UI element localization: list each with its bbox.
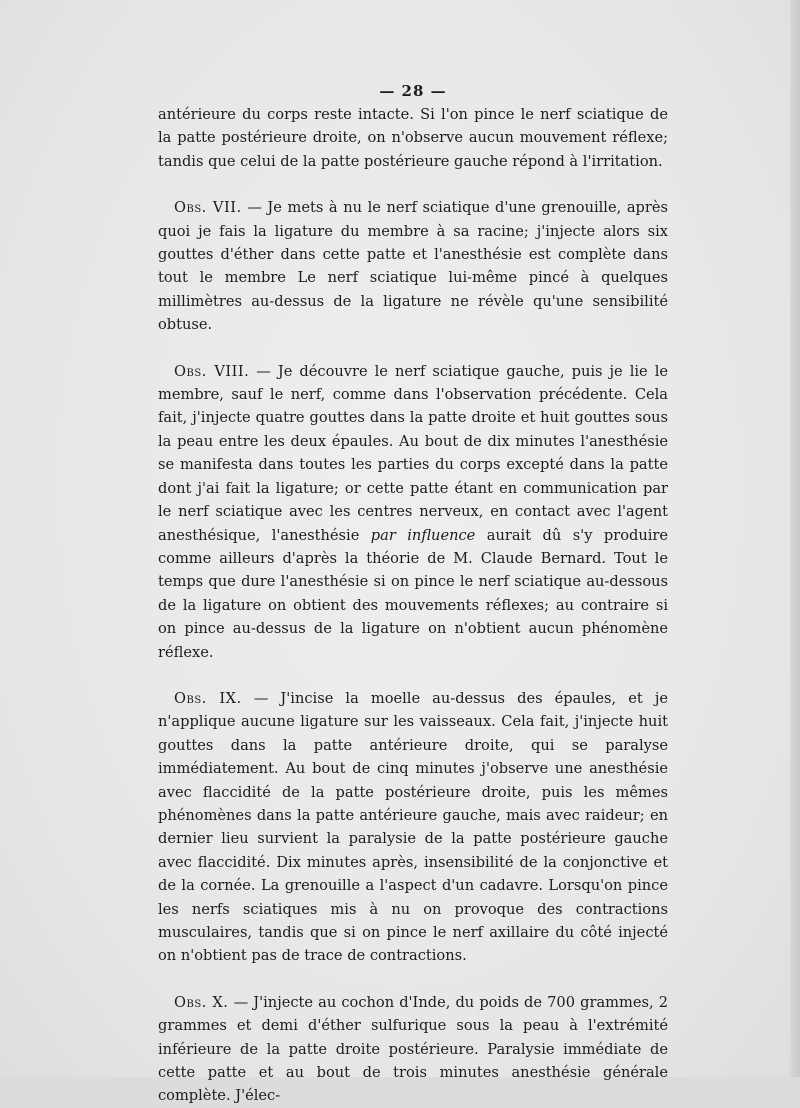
italic-phrase: par influence — [370, 526, 476, 544]
paragraph-obs-x — [158, 991, 668, 1108]
paragraph-text: — Je mets à nu le nerf sciatique d'une grenouille, après quoi je fais la ligature du membre à sa racine; j'injecte alors six gouttes d'éther dans cette patte et l'anesthésie est complète dans tout le membre Le nerf sciatique lui-même pincé à quelques millimètres au-dessus de la ligature ne révèle qu'une sensibilité obtuse. — [158, 199, 668, 334]
paragraph-text: — J'injecte au cochon d'Inde, du poids de 700 grammes, 2 grammes et demi d'éther sulfurique sous la peau à l'extrémité inférieure de la patte droite postérieure. Paralysie immédiate de cette patte et au bout de trois minutes anesthésie générale complète. J'élec- — [158, 993, 668, 1105]
paragraph-obs-viii — [158, 360, 668, 664]
text-column — [158, 80, 668, 1108]
page-edge-shadow — [790, 0, 800, 1077]
paragraph-continuation — [158, 103, 668, 173]
paragraph-obs-vii — [158, 196, 668, 336]
page-number: — 28 — — [379, 82, 447, 100]
paragraph-text: — J'incise la moelle au-dessus des épaules, et je n'applique aucune ligature sur les vaisseaux. Cela fait, j'injecte huit gouttes dans la patte antérieure droite, qui se paralyse immédiatement. Au bout de cinq minutes j'observe une anesthésie avec flaccidité de la patte postérieure droite, puis les mêmes phénomènes dans la patte antérieure gauche, mais avec raideur; en dernier lieu survient la paralysie de la patte postérieure gauche avec flaccidité. Dix minutes après, insensibilité de la conjonctive et de la cornée. La grenouille a l'aspect d'un cadavre. Lorsqu'on pince les nerfs sciatiques mis à nu on provoque des contractions musculaires, tandis que si on pince le nerf axillaire du côté injecté on n'obtient pas de trace de contractions. — [158, 689, 668, 965]
observation-label: Obs. VIII. — [174, 362, 250, 380]
paragraph-text-continued: aurait dû s'y produire comme ailleurs d'après la théorie de M. Claude Bernard. Tout le temps que dure l'anesthésie si on pince le nerf sciatique au-dessous de la ligature on obtient des mouvements réflexes; au contraire si on pince au-dessus de la ligature on n'obtient aucun phénomène réflexe. — [158, 526, 669, 661]
observation-label: Obs. X. — [174, 993, 229, 1011]
paragraph-obs-ix — [158, 687, 668, 968]
observation-label: Obs. IX. — [174, 689, 242, 707]
paragraph-text: antérieure du corps reste intacte. Si l'on pince le nerf sciatique de la patte postérieure droite, on n'observe aucun mouvement réflexe; tandis que celui de la patte postérieure gauche répond à l'irritation. — [158, 106, 668, 170]
observation-label: Obs. VII. — [174, 199, 242, 217]
paragraph-text: — Je découvre le nerf sciatique gauche, puis je lie le membre, sauf le nerf, comme dans l'observation précédente. Cela fait, j'injecte quatre gouttes dans la patte droite et huit gouttes sous la peau entre les deux épaules. Au bout de dix minutes l'anesthésie se manifesta dans toutes les parties du corps excepté dans la patte dont j'ai fait la ligature; or cette patte étant en communication par le nerf sciatique avec les centres nerveux, en contact avec l'agent anesthésique, l'anesthésie — [158, 362, 668, 544]
